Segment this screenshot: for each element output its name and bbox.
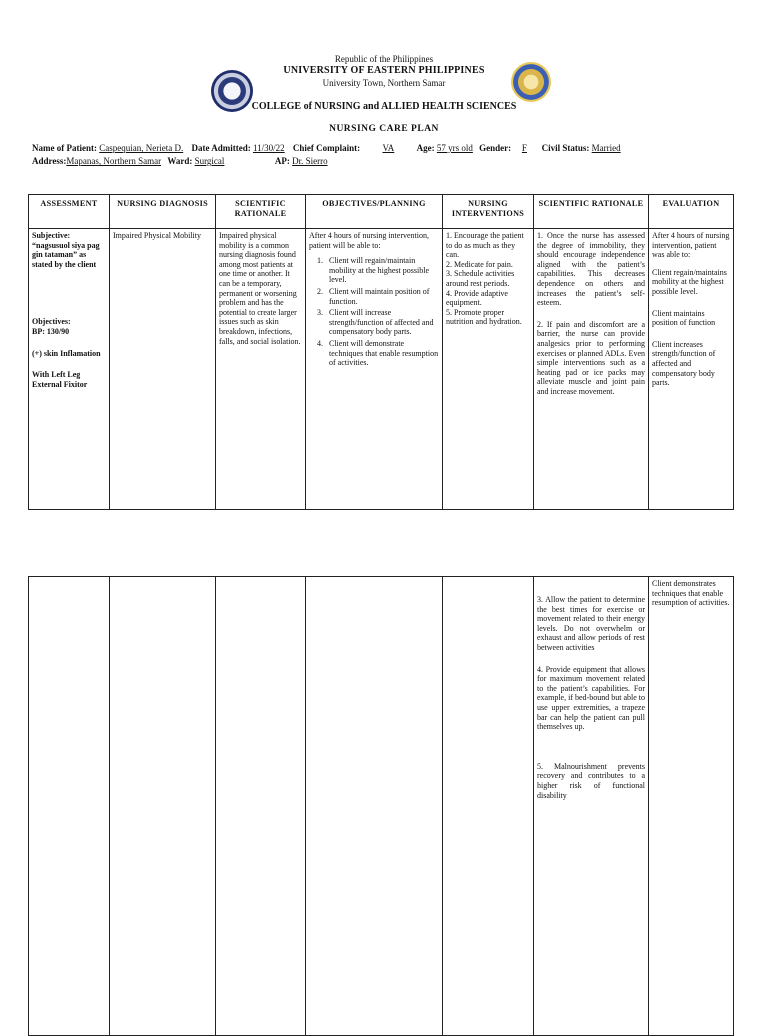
table-header-row (29, 195, 734, 229)
objectives-label: Objectives: (32, 317, 71, 327)
rationale-cell-continued (216, 577, 306, 1036)
assessment-cell (29, 229, 110, 510)
list-item: 1. Once the nurse has assessed the degree of immobility, they should encourage independence aligned with the patient’s capabilities. This decreases dependence on others and increases the patient’s self-esteem. (537, 231, 645, 308)
list-item: Client increases strength/function of affected and compensatory body parts. (652, 339, 716, 388)
planning-cell (306, 229, 443, 510)
list-item: 5. Malnourishment prevents recovery and contributes to a higher risk of functional disability (537, 761, 645, 800)
header-nursing-interventions: NURSING INTERVENTIONS (443, 195, 534, 229)
address-value: Mapanas, Northern Samar (66, 156, 162, 166)
university-town: University Town, Northern Samar (322, 78, 446, 88)
list-item: 3. Schedule activities around rest periods. (446, 269, 515, 288)
header-objectives-planning: OBJECTIVES/PLANNING (306, 195, 443, 229)
list-item: 2. Client will maintain position of function. (325, 287, 439, 306)
civil-status-label: Civil Status: (541, 143, 590, 153)
planning-cell-continued (306, 577, 443, 1036)
list-item: 4. Provide equipment that allows for maximum movement related to the patient’s capabilities. For example, if bed-bound but able to use upper extremities, a trapeze bar can help the patient can pull themselves up. (537, 664, 645, 732)
ap-label: AP: (274, 156, 290, 166)
evaluation-intro: After 4 hours of nursing intervention, patient was able to: (652, 231, 730, 260)
list-item: 4. Provide adaptive equipment. (446, 288, 508, 308)
list-item: 1. Client will regain/maintain mobility at the highest possible level. (325, 256, 439, 285)
ward-label: Ward: (167, 156, 193, 166)
planning-list (309, 256, 439, 368)
evaluation-cell (649, 229, 734, 510)
page-title: NURSING CARE PLAN (329, 124, 439, 134)
university-name: UNIVERSITY OF EASTERN PHILIPPINES (283, 65, 485, 76)
header-scientific-rationale: SCIENTIFIC RATIONALE (216, 195, 306, 229)
ward-value: Surgical (194, 156, 225, 166)
address-label: Address: (32, 156, 67, 166)
skin-finding: (+) skin Inflamation (32, 348, 101, 358)
list-item: 3. Client will increase strength/function of affected and compensatory body parts. (325, 308, 439, 337)
age-value: 57 yrs old (436, 143, 473, 153)
list-item: 2. Medicate for pain. (446, 259, 513, 269)
list-item: 3. Allow the patient to determine the best times for exercise or movement related to their energy levels. Do not overwhelm or exhaust and allow periods of rest between activities (537, 595, 645, 652)
diagnosis-cell: Impaired Physical Mobility (110, 229, 216, 510)
sci-rationale-cell-continued (534, 577, 649, 1036)
header-scientific-rationale-2: SCIENTIFIC RATIONALE (534, 195, 649, 229)
republic-line: Republic of the Philippines (334, 54, 434, 64)
assessment-cell-continued (29, 577, 110, 1036)
nursing-care-plan-table (28, 194, 734, 510)
name-value: Caspequian, Nerieta D. (99, 143, 184, 153)
rationale-cell: Impaired physical mobility is a common nursing diagnosis found among most patients at one time or another. It can be a temporary, permanent or worsening problem and has the potential to create larger issues such as skin breakdown, infections, falls, and social isolation. (216, 229, 306, 510)
interventions-cell (443, 229, 534, 510)
planning-intro: After 4 hours of nursing intervention, patient will be able to: (309, 231, 429, 250)
list-item: 5. Promote proper nutrition and hydration. (446, 307, 522, 327)
nursing-care-plan-table-continued (28, 576, 734, 1036)
patient-info-line-1 (32, 143, 736, 153)
name-label: Name of Patient: (32, 143, 97, 153)
college-name: COLLEGE of NURSING and ALLIED HEALTH SCIENCES (251, 101, 517, 112)
bp-reading: BP: 130/90 (32, 326, 70, 336)
leg-finding: With Left Leg External Fixitor (32, 370, 88, 389)
list-item: 4. Client will demonstrate techniques that enable resumption of activities. (325, 339, 439, 368)
list-item: Client regain/maintains mobility at the highest possible level. (652, 267, 727, 296)
list-item: Client demonstrates techniques that enable resumption of activities. (652, 579, 730, 608)
table-row (29, 577, 734, 1036)
evaluation-cell-continued (649, 577, 734, 1036)
header-nursing-diagnosis: NURSING DIAGNOSIS (110, 195, 216, 229)
subjective-label: Subjective: (32, 231, 71, 240)
list-item: 1. Encourage the patient to do as much as they can. (446, 231, 524, 260)
complaint-value: VA (382, 143, 395, 153)
age-label: Age: (416, 143, 435, 153)
gender-value: F (521, 143, 527, 153)
list-item: 2. If pain and discomfort are a barrier, the nurse can provide analgesics prior to performing exercises or planned ADLs. Even simple interventions such as a heating pad or ice packs may alleviate muscle and joint pain and increase movement. (537, 319, 645, 396)
table-row (29, 229, 734, 510)
header-assessment: ASSESSMENT (29, 195, 110, 229)
diagnosis-cell-continued (110, 577, 216, 1036)
date-label: Date Admitted: (191, 143, 251, 153)
list-item: Client maintains position of function (652, 308, 716, 328)
interventions-cell-continued (443, 577, 534, 1036)
sci-rationale-cell (534, 229, 649, 510)
complaint-label: Chief Complaint: (292, 143, 361, 153)
patient-info-line-2 (32, 156, 370, 166)
subjective-text: “nagsusuol siya pag gin tataman” as stated by the client (32, 240, 100, 269)
gender-label: Gender: (479, 143, 512, 153)
date-value: 11/30/22 (252, 143, 285, 153)
ap-value: Dr. Sierro (292, 156, 328, 166)
civil-status-value: Married (591, 143, 621, 153)
header-evaluation: EVALUATION (649, 195, 734, 229)
